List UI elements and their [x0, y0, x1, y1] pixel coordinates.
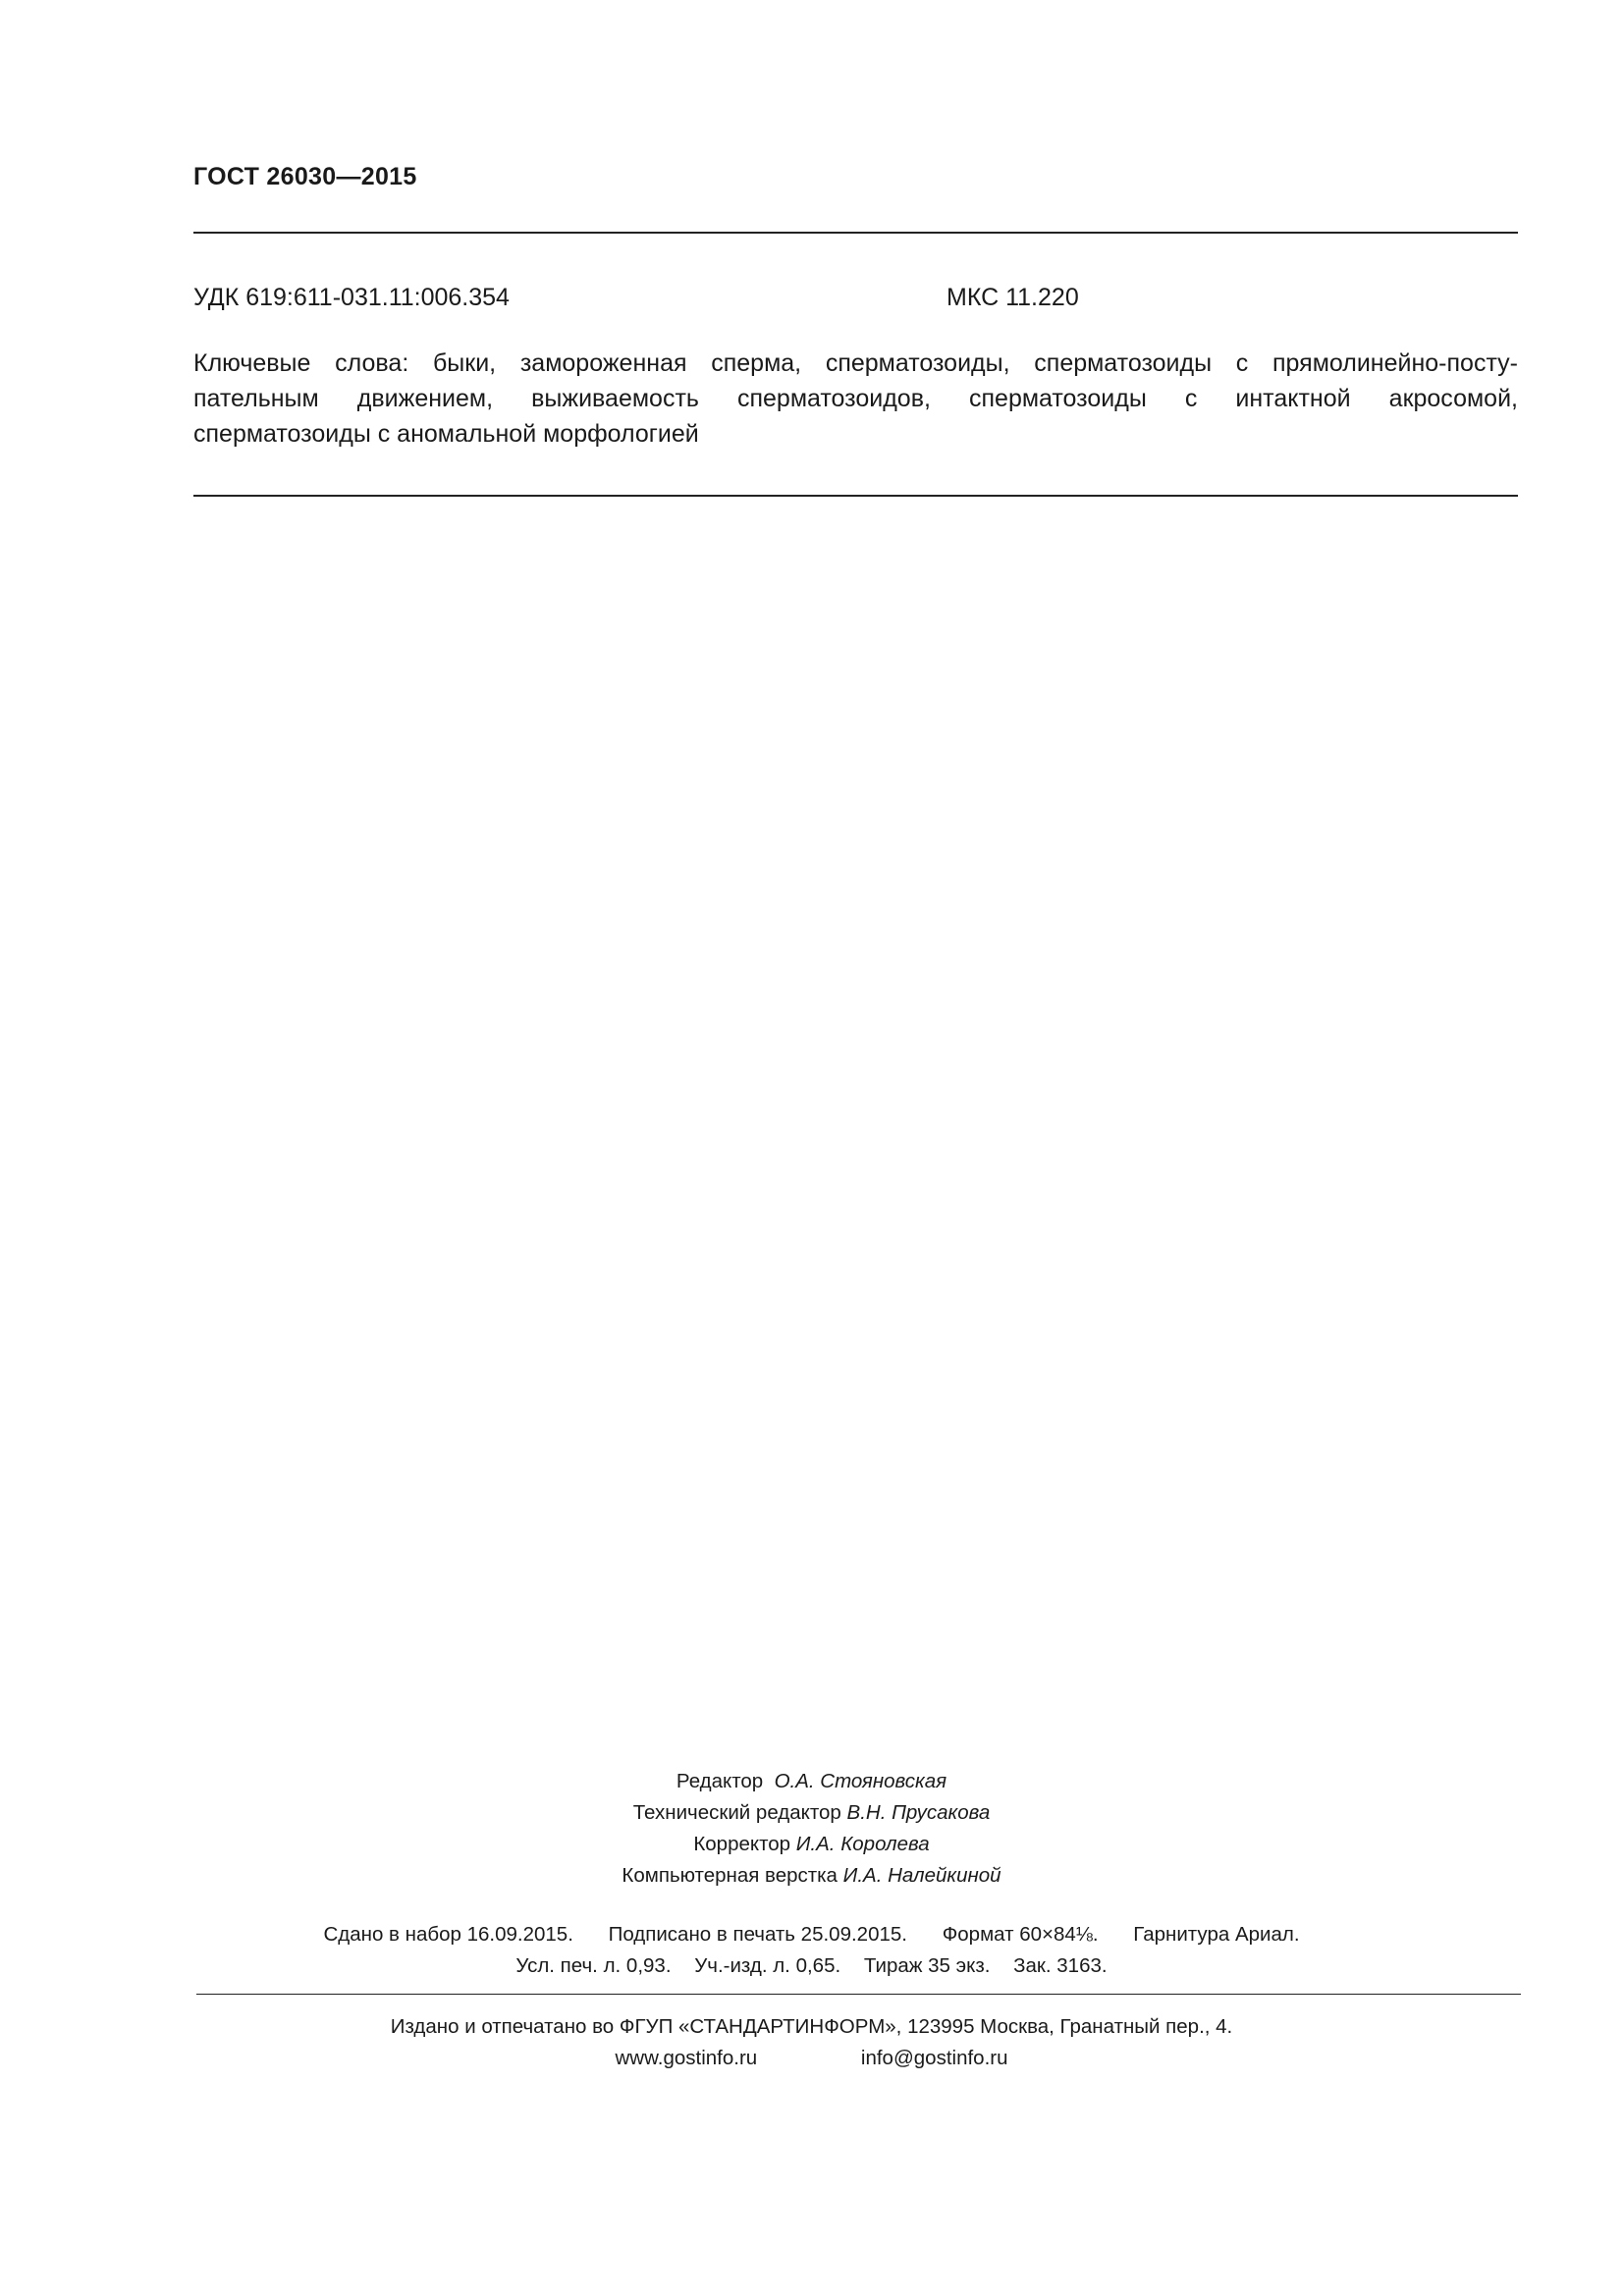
- mks-code: МКС 11.220: [947, 284, 1079, 311]
- credit-name: И.А. Налейкиной: [842, 1864, 1001, 1887]
- credits-block: [0, 1766, 1623, 1892]
- typeface: Гарнитура Ариал.: [1133, 1923, 1300, 1946]
- credit-layout: [0, 1860, 1623, 1892]
- standard-number: ГОСТ 26030—2015: [193, 163, 417, 190]
- credit-name: О.А. Стояновская: [774, 1770, 947, 1792]
- credit-label: Компьютерная верстка: [622, 1864, 838, 1887]
- credit-label: Технический редактор: [632, 1801, 841, 1824]
- udk-code: УДК 619:611-031.11:006.354: [193, 284, 510, 311]
- keywords-line: сперматозоиды с аномальной морфологией: [193, 420, 699, 448]
- publisher-contacts: [0, 2043, 1623, 2074]
- print-info-line: [0, 1919, 1623, 1950]
- print-info-block: [0, 1919, 1623, 1982]
- publisher-website[interactable]: www.gostinfo.ru: [615, 2047, 758, 2069]
- credit-label: Редактор: [676, 1770, 764, 1792]
- order-number: Зак. 3163.: [1013, 1954, 1108, 1977]
- print-sheets: Усл. печ. л. 0,93.: [515, 1954, 672, 1977]
- top-divider: [193, 232, 1518, 234]
- keywords-line: Ключевые слова: быки, замороженная сперма, сперматозоиды, сперматозоиды с прямолинейно-посту-: [193, 349, 1518, 377]
- credit-corrector: [0, 1829, 1623, 1860]
- credit-name: В.Н. Прусакова: [846, 1801, 991, 1824]
- publisher-email[interactable]: info@gostinfo.ru: [860, 2047, 1008, 2069]
- bottom-divider: [196, 1994, 1521, 1995]
- publisher-block: [0, 2011, 1623, 2074]
- credit-name: И.А. Королева: [795, 1833, 930, 1855]
- credit-tech-editor: [0, 1797, 1623, 1829]
- keywords-line: пательным движением, выживаемость сперматозоидов, сперматозоиды с интактной акросомой,: [193, 385, 1518, 412]
- paper-format: Формат 60×84⅛.: [942, 1923, 1099, 1946]
- print-info-line: [0, 1950, 1623, 1982]
- publisher-imprint: Издано и отпечатано во ФГУП «СТАНДАРТИНФОРМ», 123995 Москва, Гранатный пер., 4.: [390, 2015, 1233, 2038]
- credit-editor: [0, 1766, 1623, 1797]
- circulation: Тираж 35 экз.: [863, 1954, 991, 1977]
- keywords-block: [193, 346, 1518, 452]
- credit-label: Корректор: [693, 1833, 791, 1855]
- signed-date: Подписано в печать 25.09.2015.: [608, 1923, 907, 1946]
- submitted-date: Сдано в набор 16.09.2015.: [323, 1923, 573, 1946]
- middle-divider: [193, 495, 1518, 497]
- publ-sheets: Уч.-изд. л. 0,65.: [694, 1954, 841, 1977]
